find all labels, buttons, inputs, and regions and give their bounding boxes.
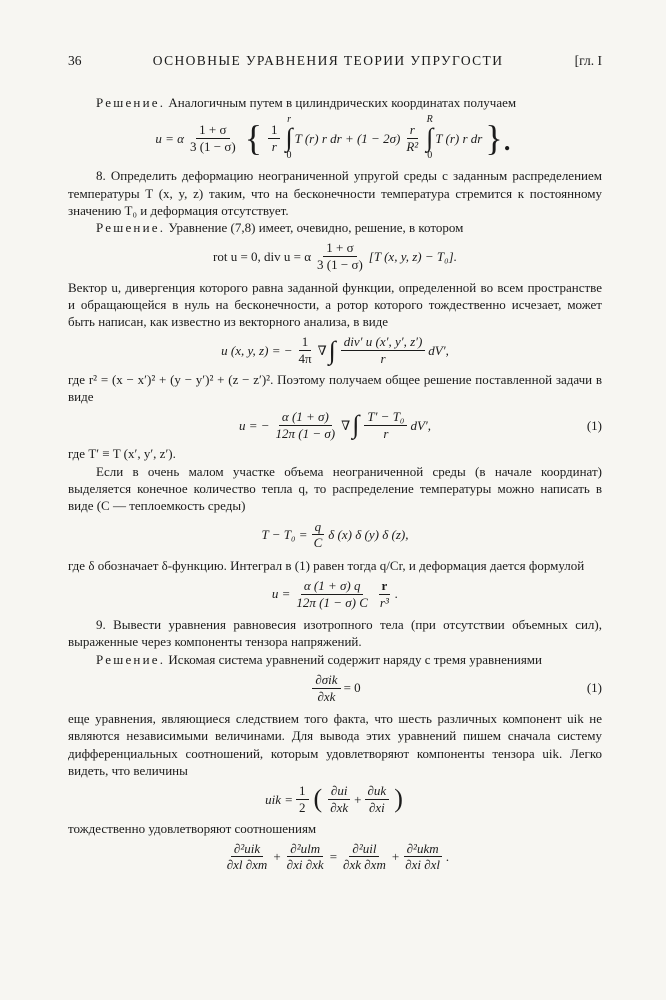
equation-5: T − T₀ = $\frac{q}{C}$ δ (x) δ (y) δ (z),	[261, 518, 409, 551]
equation-9: $\frac{\text{∂²uik}}{\partial xl \partial xm}$ + $\frac{\text{∂²ulm}}{\partial xi \partial xk}$ = $\frac{\text{∂²uil}}{\partial xk \partial xm}$ + $\frac{\text{∂²ukm}}{\partial xi \partial xl}$ .	[226, 840, 450, 873]
paragraph: где δ обозначает δ-функцию. Интеграл в (1) равен тогда q/Cr, и деформация дается формулой	[68, 557, 585, 573]
equation-number: (1)	[586, 417, 602, 433]
solution-label: Решение.	[96, 95, 166, 110]
paragraph: Решение. Уравнение (7,8) имеет, очевидно, решение, в котором	[96, 220, 464, 236]
paragraph: где T′ ≡ T (x′, y′, z′).	[68, 446, 176, 462]
page-body	[68, 94, 602, 877]
equation-3: u (x, y, z) = − $\frac{1}{4\pi}$ ∇ ∫ $\frac{\text{div′ u (x′, y′, z′)}}{r}$ dV′,	[221, 334, 449, 367]
paragraph: тождественно удовлетворяют соотношениям	[68, 820, 317, 836]
running-title: ОСНОВНЫЕ УРАВНЕНИЯ ТЕОРИИ УПРУГОСТИ	[152, 53, 504, 68]
paragraph: Если в очень малом участке объема неограниченной среды (в начале координат) выделяется конечное количество тепла q, то распределение температуры можно написать в виде (C — теплоемкость среды)	[68, 463, 602, 514]
equation-1: u = α $\frac{1 + \sigma}{3 (1 - \sigma)}$ { $\frac{1}{r}$ r ∫ 0 T (r) r dr + (1 − 2σ) $\frac{r}{\text{R²}}$ R ∫ 0 T (r) r dr }.	[155, 114, 512, 162]
equation-6: u = $\frac{\alpha (1 + \sigma) q}{12\pi (1 - \sigma) C}$ $\frac{r}{\text{r³}}$ .	[271, 577, 399, 610]
problem-8: 8. Определить деформацию неограниченной упругой среды с заданным распределением температуры T (x, y, z) таким, что на бесконечности температура стремится к постоянному значению T₀ и деформация отсутствует.	[68, 168, 602, 218]
page-number: 36	[68, 53, 82, 68]
paragraph: Вектор u, дивергенция которого равна заданной функции, определенной во всем пространстве и обращающейся в нуль на бесконечности, а ротор которого тождественно исчезает, может быть написан, как известно из векторного анализа, в виде	[68, 279, 602, 330]
paragraph: где r² = (x − x′)² + (y − y′)² + (z − z′)². Поэтому получаем общее решение поставленной задачи в виде	[68, 371, 602, 404]
equation-8: uik = $\frac{1}{2}$ ( $\frac{\partial ui}{\partial xk}$ + $\frac{\partial uk}{\partial xi}$ )	[265, 783, 403, 815]
equation-2: rot u = 0, div u = α $\frac{1 + \sigma}{3 (1 - \sigma)}$ [T (x, y, z) − T₀].	[213, 240, 457, 272]
solution-label: Решение.	[96, 651, 166, 667]
equation-4: u = − $\frac{\alpha (1 + \sigma)}{12\pi (1 - \sigma)}$ ∇ ∫ $\frac{\text{T′ − T₀}}{r}$ dV′, (1)	[238, 409, 602, 441]
chapter-label: [гл. I	[574, 53, 602, 68]
paragraph: еще уравнения, являющиеся следствием того факта, что шесть различных компонент uik не являются независимыми величинами. Для вывода этих уравнений пишем сначала систему дифференциальных соотношений, которым удовлетворяют компоненты тензора uik. Легко видеть, что величины	[68, 711, 602, 779]
page-header	[68, 52, 602, 70]
equation-number: (1)	[586, 680, 602, 696]
paragraph: Решение. Искомая система уравнений содержит наряду с тремя уравнениями	[96, 651, 542, 667]
equation-7: $\frac{\text{∂σik}}{\partial xk}$ = 0 (1)	[68, 672, 602, 704]
solution-label: Решение.	[96, 220, 166, 236]
problem-9: 9. Вывести уравнения равновесия изотропного тела (при отсутствии объемных сил), выраженные через компоненты тензора напряжений.	[68, 617, 602, 650]
paragraph: Решение. Аналогичным путем в цилиндрических координатах получаем	[96, 95, 517, 110]
